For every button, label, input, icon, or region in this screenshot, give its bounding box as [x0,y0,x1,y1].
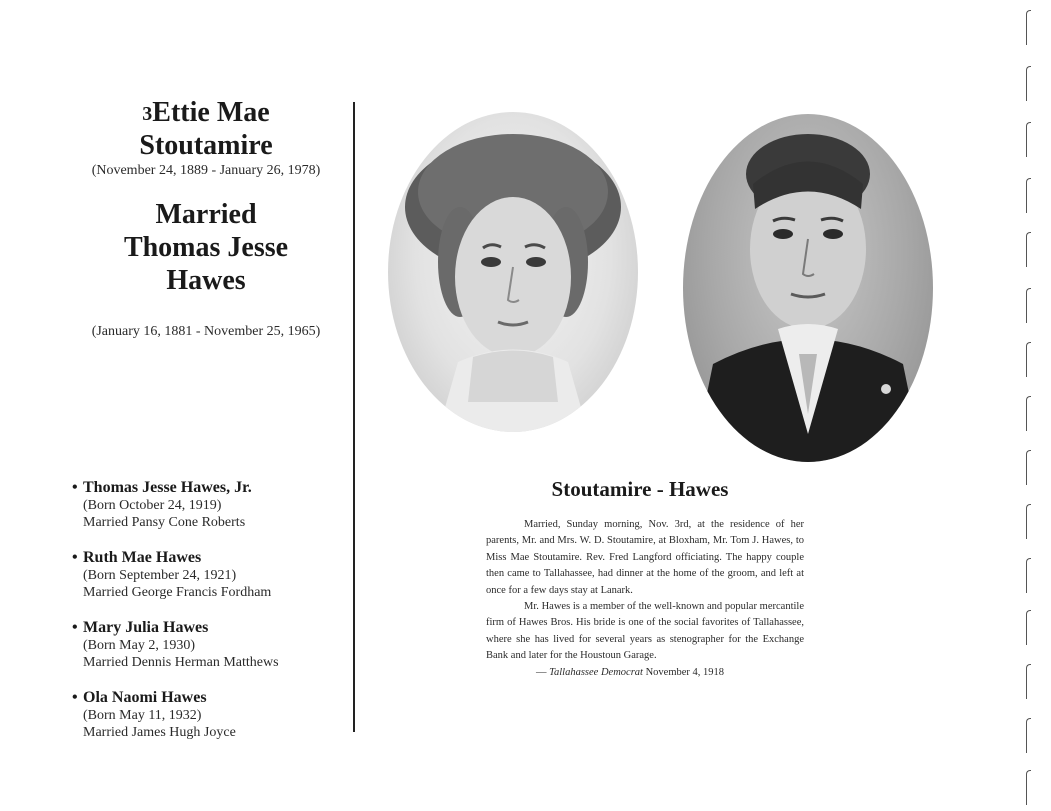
child-married: Married Pansy Cone Roberts [83,515,246,530]
portrait-man-photo [683,114,933,462]
source-publication: Tallahassee Democrat [549,666,643,678]
binding-mark [1026,504,1031,539]
spouse-dates: (January 16, 1881 - November 25, 1965) [91,324,321,339]
child-born: (Born October 24, 1919) [83,498,222,513]
binding-mark [1026,610,1031,645]
bullet: • [72,549,78,566]
generation-number: 3 [142,103,153,125]
source-date: November 4, 1918 [645,666,725,678]
binding-mark [1026,232,1031,267]
bullet: • [72,619,78,636]
newspaper-article [486,476,804,681]
child-name: Thomas Jesse Hawes, Jr. [83,479,252,496]
list-item [72,548,352,601]
subject-name-line1: Ettie Mae [152,97,270,128]
bullet: • [72,689,78,706]
subject-dates: (November 24, 1889 - January 26, 1978) [91,163,321,178]
married-heading: Married [155,199,257,230]
spouse-name-line1: Thomas Jesse [123,232,289,263]
subject-name-line2: Stoutamire [139,130,273,161]
spouse-name-line2: Hawes [166,265,246,296]
subject-name [60,96,352,162]
list-item [72,688,352,741]
binding-mark [1026,664,1031,699]
bullet: • [72,479,78,496]
binding-mark [1026,288,1031,323]
binding-mark [1026,10,1031,45]
binding-mark [1026,122,1031,157]
man-portrait-illustration [683,114,933,462]
list-item [72,618,352,671]
list-item [72,478,352,531]
article-source [486,665,804,681]
child-married: Married George Francis Fordham [83,585,272,600]
binding-mark [1026,342,1031,377]
child-name: Ola Naomi Hawes [83,689,207,706]
article-body [486,517,804,665]
article-title: Stoutamire - Hawes [551,477,729,501]
page-edge-binding-marks [1024,10,1038,810]
binding-mark [1026,66,1031,101]
source-dash: — [536,666,547,678]
child-born: (Born May 11, 1932) [83,708,202,723]
binding-mark [1026,770,1031,805]
child-name: Mary Julia Hawes [83,619,209,636]
column-divider [353,102,355,732]
binding-mark [1026,558,1031,593]
binding-mark [1026,718,1031,753]
portrait-woman-photo [388,112,638,432]
children-list [72,478,352,758]
spouse-block [60,198,352,341]
child-married: Married Dennis Herman Matthews [83,655,279,670]
binding-mark [1026,450,1031,485]
child-born: (Born September 24, 1921) [83,568,237,583]
child-married: Married James Hugh Joyce [83,725,236,740]
child-born: (Born May 2, 1930) [83,638,195,653]
woman-portrait-illustration [388,112,638,432]
article-paragraph: Married, Sunday morning, Nov. 3rd, at the residence of her parents, Mr. and Mrs. W. D. Stoutamire, at Bloxham, Mr. Tom J. Hawes, to Miss Mae Stoutamire. Rev. Fred Langford officiating. The happy couple then came to Tallahassee, had dinner at the home of the groom, and left at once for a few days stay at Lanark. [486,519,804,596]
left-column [60,96,352,341]
binding-mark [1026,396,1031,431]
article-paragraph: Mr. Hawes is a member of the well-known and popular mercantile firm of Hawes Bros. His bride is one of the social favorites of Tallahassee, where she has lived for several years as stenographer for the Exchange Bank and later for the Houstoun Garage. [486,601,804,662]
child-name: Ruth Mae Hawes [83,549,202,566]
binding-mark [1026,178,1031,213]
